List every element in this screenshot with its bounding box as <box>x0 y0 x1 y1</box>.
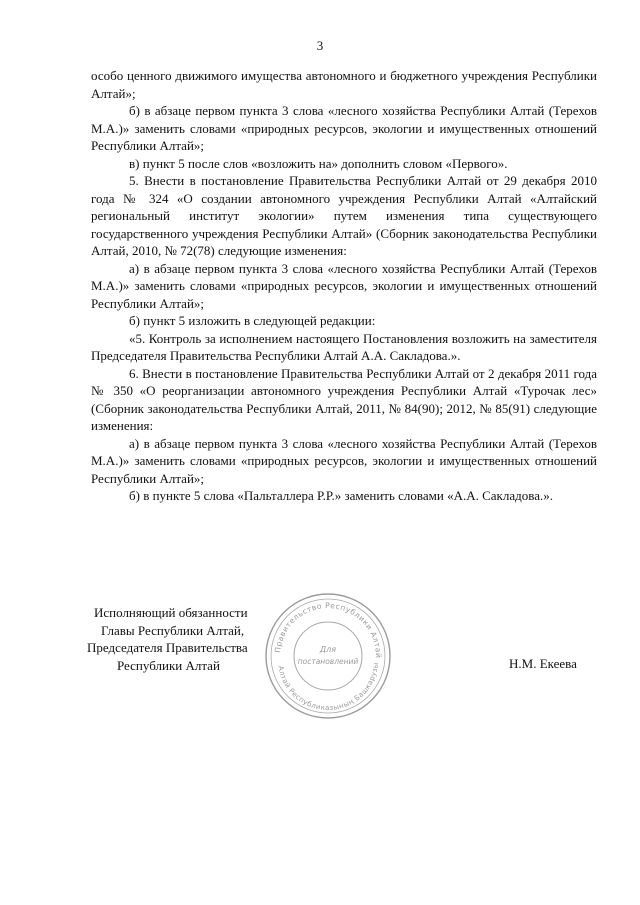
paragraph-8: 6. Внести в постановление Правительства Республики Алтай от 2 декабря 2011 года № 350 «О реорганизации автономного учреждения Республики Алтай «Турочак лес» (Сборник законодательства Республики Алтай, 2011, № 84(90); 2012, № 85(91) следующие изменения: <box>91 365 597 433</box>
signature-title-line-2: Главы Республики Алтай, <box>101 622 245 638</box>
paragraph-3: в) пункт 5 после слов «возложить на» дополнить словом «Первого». <box>129 155 508 171</box>
paragraph-10: б) в пункте 5 слова «Пальталлера Р.Р.» заменить словами «А.А. Сакладова.». <box>129 488 553 503</box>
document-body <box>91 67 597 505</box>
svg-text:Алтай Республиказының Башкаруз <box>276 662 380 712</box>
paragraph-6: б) пункт 5 изложить в следующей редакции: <box>129 313 376 328</box>
signature-title-line-4: Республики Алтай <box>117 657 220 673</box>
stamp-center-text-2: постановлений <box>297 657 359 666</box>
signature-block <box>87 604 248 674</box>
paragraph-2: б) в абзаце первом пункта 3 слова «лесного хозяйства Республики Алтай (Терехов М.А.)» заменить словами «природных ресурсов, экологии и имущественных отношений Республики Алтай»; <box>91 103 597 153</box>
stamp-outer-text-2: Алтай Республиказының Башкарузы <box>276 661 381 713</box>
stamp-outer-text: Правительство Республики Алтай <box>273 600 384 659</box>
signature-title-line-1: Исполняющий обязанности <box>94 605 248 620</box>
stamp-seal-icon <box>262 590 394 722</box>
paragraph-1: особо ценного движимого имущества автономного и бюджетного учреждения Республики Алтай»; <box>91 68 597 101</box>
paragraph-9: а) в абзаце первом пункта 3 слова «лесного хозяйства Республики Алтай (Терехов М.А.)» заменить словами «природных ресурсов, экологии и имущественных отношений Республики Алтай»; <box>91 435 597 486</box>
paragraph-7: «5. Контроль за исполнением настоящего Постановления возложить на заместителя Председателя Правительства Республики Алтай А.А. Сакладова.». <box>91 330 597 363</box>
signature-title-line-3: Председателя Правительства <box>87 640 248 655</box>
stamp-center-text-1: Для <box>319 645 337 654</box>
signer-name: Н.М. Екеева <box>509 656 577 671</box>
paragraph-4: 5. Внести в постановление Правительства Республики Алтай от 29 декабря 2010 года № 324 «О создании автономного учреждения Республики Алтай «Алтайский региональный институт экологии» путем изменения типа существующего государственного учреждения Республики Алтай» (Сборник законодательства Республики Алтай, 2010, № 72(78) следующие изменения: <box>91 173 597 258</box>
official-stamp <box>262 590 394 722</box>
page-number: 3 <box>316 38 324 53</box>
paragraph-5: а) в абзаце первом пункта 3 слова «лесного хозяйства Республики Алтай (Терехов М.А.)» заменить словами «природных ресурсов, экологии и имущественных отношений Республики Алтай»; <box>91 260 597 311</box>
